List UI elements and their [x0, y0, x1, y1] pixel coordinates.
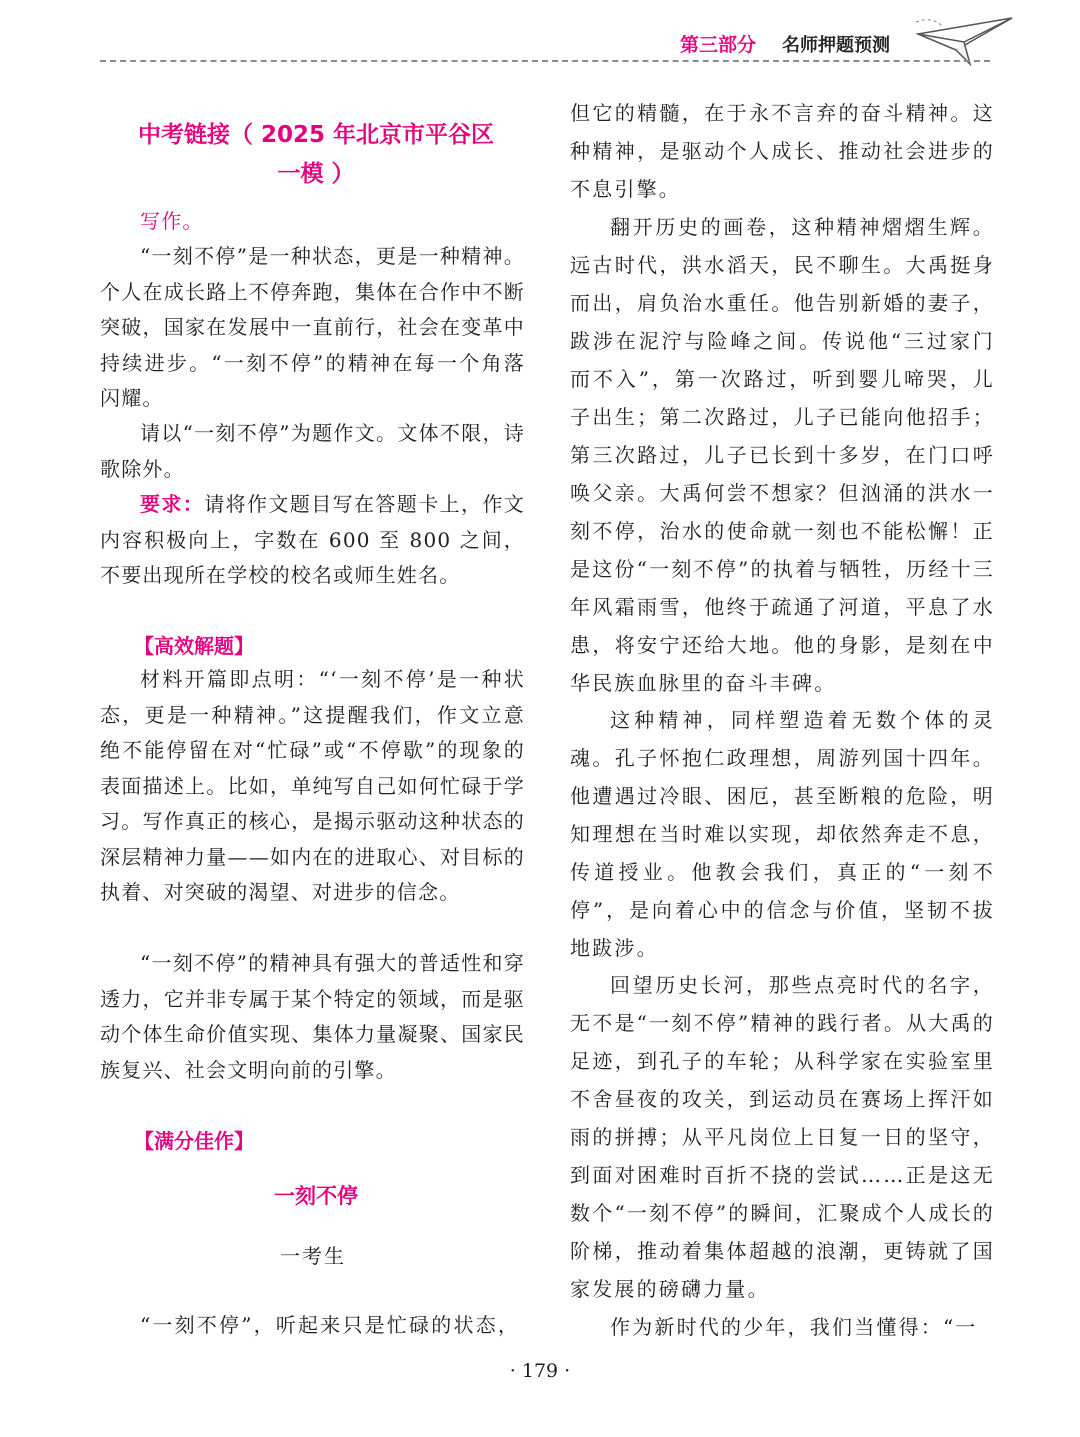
essay-paragraph: 这种精神，同样塑造着无数个体的灵魂。孔子怀抱仁政理想，周游列国十四年。他遭遇过冷眼、困厄，甚至断粮的危险，明知理想在当时难以实现，却依然奔走不息，传道授业。他教会我们，真正的“一刻不停”，是向着心中的信念与价值，坚韧不拔地跋涉。 — [570, 708, 995, 960]
requirement-label: 要求： — [140, 492, 205, 516]
essay-heading: 【满分佳作】 — [134, 1129, 254, 1153]
essay-paragraph: 但它的精髓，在于永不言弃的奋斗精神。这种精神，是驱动个人成长、推动社会进步的不息引擎。 — [570, 101, 995, 201]
header-section-title: 名师押题预测 — [782, 35, 890, 56]
essay-paragraph: 回望历史长河，那些点亮时代的名字，无不是“一刻不停”精神的践行者。从大禹的足迹，到孔子的车轮；从科学家在实验室里不舍昼夜的攻关，到运动员在赛场上挥汗如雨的拼搏；从平凡岗位上日复一日的坚守，到面对困难时百折不挠的尝试……正是这无数个“一刻不停”的瞬间，汇聚成个人成长的阶梯，推动着集体超越的浪潮，更铸就了国家发展的磅礴力量。 — [570, 973, 995, 1301]
essay-title: 一刻不停 — [274, 1184, 358, 1208]
essay-author: 一考生 — [280, 1244, 346, 1268]
prompt-paragraph: 请以“一刻不停”为题作文。文体不限，诗歌除外。 — [100, 421, 525, 481]
exam-link-title: 中考链接（ 2025 年北京市平谷区 — [137, 122, 495, 148]
requirement-text: 请将作文题目写在答题卡上，作文内容积极向上，字数在 600 至 800 之间，不要出现所在学校的校名或师生姓名。 — [100, 492, 525, 587]
page-number: · 179 · — [509, 1360, 571, 1382]
essay-paragraph: “一刻不停”，听起来只是忙碌的状态， — [140, 1313, 521, 1337]
prompt-paragraph: “一刻不停”是一种状态，更是一种精神。个人在成长路上不停奔跑，集体在合作中不断突破，国家在发展中一直前行，社会在变革中持续进步。“一刻不停”的精神在每一个角落闪耀。 — [100, 244, 525, 410]
analysis-heading: 【高效解题】 — [134, 634, 254, 658]
task-label: 写作。 — [140, 209, 204, 233]
essay-paragraph: 作为新时代的少年，我们当懂得：“一 — [610, 1315, 978, 1339]
requirement-paragraph — [100, 487, 525, 594]
exam-link-title-cont: 一模 ） — [277, 161, 355, 187]
essay-paragraph: 翻开历史的画卷，这种精神熠熠生辉。远古时代，洪水滔天，民不聊生。大禹挺身而出，肩负治水重任。他告别新婚的妻子，跋涉在泥泞与险峰之间。传说他“三过家门而不入”，第一次路过，听到婴儿啼哭，儿子出生；第二次路过，儿子已能向他招手；第三次路过，儿子已长到十多岁，在门口呼唤父亲。大禹何尝不想家？但汹涌的洪水一刻不停，治水的使命就一刻也不能松懈！正是这份“一刻不停”的执着与牺牲，历经十三年风霜雨雪，他终于疏通了河道，平息了水患，将安宁还给大地。他的身影，是刻在中华民族血脉里的奋斗丰碑。 — [570, 215, 995, 695]
analysis-paragraph: “一刻不停”的精神具有强大的普适性和穿透力，它并非专属于某个特定的领域，而是驱动个体生命价值实现、集体力量凝聚、国家民族复兴、社会文明向前的引擎。 — [100, 951, 525, 1082]
analysis-paragraph: 材料开篇即点明：“‘一刻不停’是一种状态，更是一种精神。”这提醒我们，作文立意绝不能停留在对“忙碌”或“不停歇”的现象的表面描述上。比如，单纯写自己如何忙碌于学习。写作真正的核心，是揭示驱动这种状态的深层精神力量——如内在的进取心、对目标的执着、对突破的渴望、对进步的信念。 — [100, 667, 525, 904]
header-part-label: 第三部分 — [680, 34, 757, 56]
header-divider — [100, 60, 990, 62]
